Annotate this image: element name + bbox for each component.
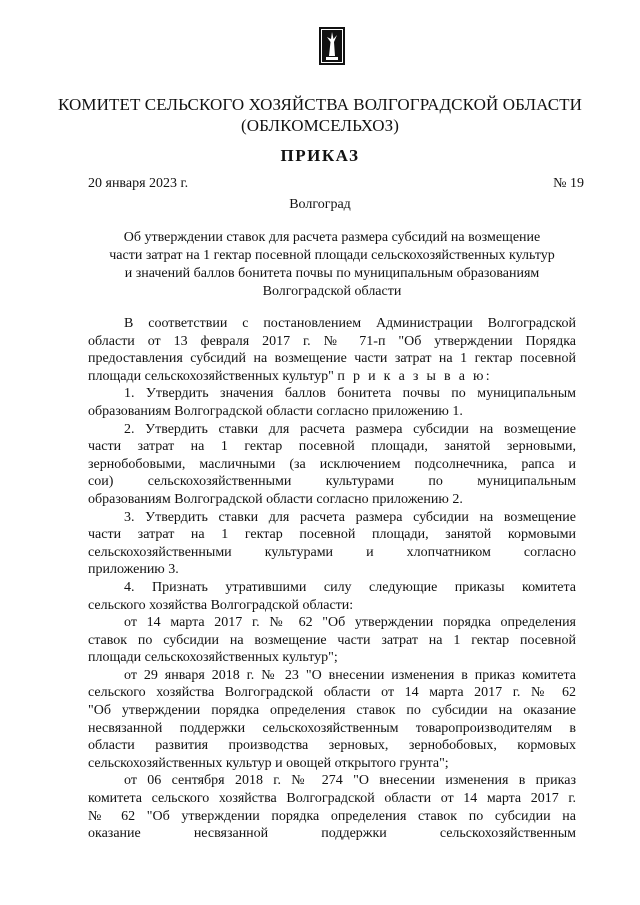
text-line: 1. Утвердить значения баллов бонитета почвы по муниципальным <box>124 386 576 402</box>
text-line: части затрат на 1 гектар посевной площади, занятой кормовыми <box>88 527 576 543</box>
subject-line: Волгоградской области <box>262 284 402 299</box>
text-line: несвязанной поддержки сельскохозяйственным товаропроизводителям в <box>88 720 576 736</box>
text-line: образованиям Волгоградской области согласно приложению 1. <box>88 403 463 419</box>
text-line: сои) сельскохозяйственными культурами по муниципальным <box>88 474 576 490</box>
text-line: области развития производства зерновых, зернобобовых, кормовых <box>88 738 576 754</box>
item-4-paragraph <box>88 579 576 614</box>
repealed-order-2 <box>88 667 576 773</box>
text-fragment: площади сельскохозяйственных культур" <box>88 368 338 384</box>
order-date: 20 января 2023 г. <box>88 176 189 191</box>
text-line: образованиям Волгоградской области согласно приложению 2. <box>88 491 463 507</box>
text-line: площади сельскохозяйственных культур"; <box>88 650 338 666</box>
text-line: 3. Утвердить ставки для расчета размера субсидии на возмещение <box>124 509 576 525</box>
text-line: части затрат на 1 гектар посевной площади, занятой зерновыми, <box>88 439 576 455</box>
repealed-order-3 <box>88 772 576 842</box>
order-body <box>88 315 576 843</box>
text-line: от 29 января 2018 г. № 23 "О внесении изменения в приказ комитета <box>124 667 576 683</box>
text-line: сельского хозяйства Волгоградской области: <box>88 597 354 613</box>
text-line: приложению 3. <box>88 562 179 578</box>
text-line: от 06 сентября 2018 г. № 274 "О внесении изменения в приказ <box>124 773 576 789</box>
text-line: 4. Признать утратившими силу следующие приказы комитета <box>124 579 576 595</box>
subject-line: Об утверждении ставок для расчета размера субсидий на возмещение <box>123 230 541 245</box>
order-number: № 19 <box>553 176 584 191</box>
organization-name: КОМИТЕТ СЕЛЬСКОГО ХОЗЯЙСТВА ВОЛГОГРАДСКОЙ ОБЛАСТИ <box>57 95 582 114</box>
text-line: "Об утверждении порядка определения ставок по субсидии на оказание <box>88 703 576 719</box>
text-line: от 14 марта 2017 г. № 62 "Об утверждении порядка определения <box>124 615 576 631</box>
text-line: оказание несвязанной поддержки сельскохозяйственным <box>88 826 576 842</box>
text-line: сельскохозяйственных культур и овощей открытого грунта"; <box>88 755 449 771</box>
item-1-paragraph <box>88 385 576 420</box>
text-line: комитета сельского хозяйства Волгоградской области от 14 марта 2017 г. <box>88 791 576 807</box>
repealed-order-1 <box>88 614 576 667</box>
text-line: № 62 "Об утверждении порядка определения ставок по субсидии на <box>88 808 576 824</box>
text-line <box>88 368 576 386</box>
preamble-paragraph <box>88 315 576 385</box>
order-city: Волгоград <box>289 197 351 212</box>
organization-abbreviation: (ОБЛКОМСЕЛЬХОЗ) <box>240 116 400 135</box>
text-line: ставок по субсидии на возмещение части затрат на 1 гектар посевной <box>88 632 576 648</box>
text-line: зернобобовыми, масличными (за исключением подсолнечника, рапса и <box>88 456 576 472</box>
document-type-title: ПРИКАЗ <box>280 146 360 165</box>
order-subject <box>88 229 576 301</box>
item-3-paragraph <box>88 509 576 579</box>
text-line: предоставления субсидий на возмещение части затрат на 1 гектар посевной <box>88 351 576 367</box>
subject-line: и значений баллов бонитета почвы по муниципальным образованиям <box>124 266 540 281</box>
text-line: области от 13 февраля 2017 г. № 71-п "Об утверждении Порядка <box>88 333 576 349</box>
volgograd-emblem-icon <box>318 26 346 66</box>
item-2-paragraph <box>88 421 576 509</box>
text-line: сельского хозяйства Волгоградской области от 14 марта 2017 г. № 62 <box>88 685 576 701</box>
order-verb: п р и к а з ы в а ю: <box>337 368 492 384</box>
text-line: В соответствии с постановлением Администрации Волгоградской <box>124 316 576 331</box>
text-line: 2. Утвердить ставки для расчета размера субсидии на возмещение <box>124 421 576 437</box>
text-line: сельскохозяйственными культурами и хлопчатником согласно <box>88 544 576 560</box>
subject-line: части затрат на 1 гектар посевной площади сельскохозяйственных культур <box>109 248 555 263</box>
